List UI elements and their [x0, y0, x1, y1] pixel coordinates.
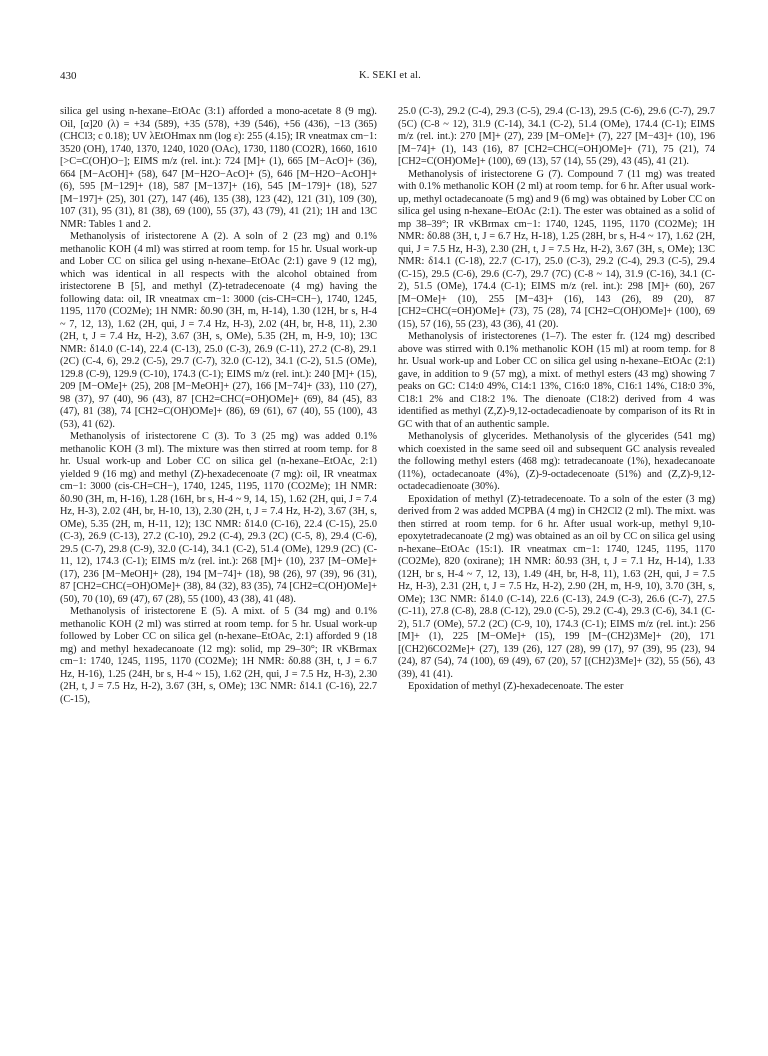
paragraph: Methanolysis of iristectorene A (2). A soln of 2 (23 mg) and 0.1% methanolic KOH (4 ml) was stirred at room temp. for 15 hr. Usual work-up and Lober CC on silica gel using n-hexane–EtOAc (2:1) gave 9 (12 mg), which was identical in all respects with the alcohol obtained from iristectorene B [5], and methyl (Z)-tetradecenoate (4 mg) having the following data: oil, IR νneatmax cm−1: 3000 (cis-CH=CH−), 1740, 1245, 1195, 1170 (CO2Me); 1H NMR: δ0.90 (3H, m, H-14), 1.30 (12H, br s, H-4 ~ 7, 12, 13), 1.62 (2H, qui, J = 7.4 Hz, H-3), 2.02 (4H, br, H-8, 11), 2.30 (2H, t, J = 7.4 Hz, H-2), 3.67 (3H, s, OMe), 5.35 (2H, m, H-9, 10); 13C NMR: δ14.0 (C-14), 22.4 (C-13), 25.0 (C-3), 26.9 (C-11), 27.2 (C-8), 29.1 (2C) (C-4, 6), 29.2 (C-5), 29.7 (C-7), 32.0 (C-12), 34.1 (C-2), 51.5 (OMe), 129.8 (C-9), 129.9 (C-10), 174.3 (C-1); EIMS m/z (rel. int.): 240 [M]+ (15), 209 [M−OMe]+ (25), 208 [M−MeOH]+ (27), 166 [M−74]+ (33), 110 (27), 98 (37), 97 (40), 96 (43), 87 [CH2=CHC(=OH)OMe]+ (69), 84 (45), 83 (47), 81 (38), 74 [CH2=C(OH)OMe]+ (86), 69 (61), 67 (40), 55 (100), 43 (53), 41 (62). [60, 231, 377, 430]
paragraph: Epoxidation of methyl (Z)-hexadecenoate. The ester [408, 681, 624, 692]
paragraph: Methanolysis of iristectorenes (1–7). The ester fr. (124 mg) described above was stirred with 0.1% methanolic KOH (15 ml) at room temp. for 8 hr. Usual work-up and Lober CC on silica gel using n-hexane–EtOAc (2:1) gave, in addition to 9 (57 mg), a mixt. of methyl esters (43 mg) showing 7 peaks on GC: C14:0 49%, C14:1 13%, C16:0 18%, C16:1 14%, C18:0 3%, C18:1 2% and C18:2 1%. The dienoate (C18:2) derived from 4 was identified as methyl (Z,Z)-9,12-octadecadienoate by comparison of its Rt in GC with that of an authentic sample. [398, 331, 715, 430]
running-head: K. SEKI et al. [359, 70, 421, 81]
paragraph: Epoxidation of methyl (Z)-tetradecenoate. To a soln of the ester (3 mg) derived from 2 was added MCPBA (4 mg) in CH2Cl2 (2 ml). The mixt. was then stirred at room temp. for 6 hr. After usual work-up, methyl 9,10-epoxytetradecanoate (2 mg) was obtained as an oil by CC on silica gel using n-hexane–EtOAc (15:1). IR νneatmax cm−1: 1740, 1245, 1195, 1170 (CO2Me), 820 (oxirane); 1H NMR: δ0.93 (3H, t, J = 7.1 Hz, H-14), 1.33 (12H, br s, H-4 ~ 7, 12, 13), 1.49 (4H, br, H-8, 11), 1.63 (2H, qui, J = 7.5 Hz, H-3), 2.31 (2H, t, J = 7.5 Hz, H-2), 2.90 (2H, m, H-9, 10), 3.70 (3H, s, OMe); 13C NMR: δ14.0 (C-14), 22.6 (C-13), 24.9 (C-3), 26.6 (C-7), 27.5 (C-11), 27.8 (C-8), 28.8 (C-12), 29.0 (C-5), 29.2 (C-4), 29.3 (C-6), 34.1 (C-2), 51.7 (OMe), 57.2 (2C) (C-9, 10), 174.3 (C-1); EIMS m/z (rel. int.): 256 [M]+ (1), 225 [M−OMe]+ (15), 199 [M−(CH2)3Me]+ (20), 171 [(CH2)6CO2Me]+ (27), 139 (26), 127 (28), 99 (17), 97 (39), 95 (23), 94 (24), 87 (54), 74 (100), 69 (49), 67 (20), 57 [(CH2)3Me]+ (32), 55 (56), 43 (39), 41 (41). [398, 493, 715, 680]
left-column [60, 106, 377, 706]
paragraph: Methanolysis of iristectorene E (5). A mixt. of 5 (34 mg) and 0.1% methanolic KOH (2 ml) was stirred at room temp. for 5 hr. Usual work-up followed by Lober CC on silica gel (n-hexane–EtOAc, 2:1) afforded 9 (18 mg) and methyl hexadecanoate (12 mg): solid, mp 29–30°; IR νKBrmax cm−1: 1740, 1245, 1195, 1170 (CO2Me); 1H NMR: δ0.88 (3H, t, J = 6.7 Hz, H-16), 1.25 (24H, br s, H-4 ~ 15), 1.62 (2H, qui, J = 7.5 Hz, H-3), 2.30 (2H, t, J = 7.5 Hz, H-2), 3.67 (3H, s, OMe); 13C NMR: δ14.1 (C-16), 22.7 (C-15), [60, 606, 377, 705]
paragraph: 25.0 (C-3), 29.2 (C-4), 29.3 (C-5), 29.4 (C-13), 29.5 (C-6), 29.6 (C-7), 29.7 (5C) (C-8 ~ 12), 31.9 (C-14), 34.1 (C-2), 51.4 (OMe), 174.4 (C-1); EIMS m/z (rel. int.): 270 [M]+ (27), 239 [M−OMe]+ (7), 227 [M−43]+ (10), 196 [M−74]+ (1), 143 (16), 87 [CH2=CHC(=OH)OMe]+ (71), 75 (21), 74 [CH2=C(OH)OMe]+ (100), 69 (13), 57 (14), 55 (29), 43 (45), 41 (21). [398, 106, 715, 167]
paragraph: Methanolysis of iristectorene C (3). To 3 (25 mg) was added 0.1% methanolic KOH (3 ml). The mixture was then stirred at room temp. for 8 hr. Usual work-up and Lober CC on silica gel (n-hexane–EtOAc, 2:1) yielded 9 (16 mg) and methyl (Z)-hexadecenoate (7 mg): oil, IR νneatmax cm−1: 3000 (cis-CH=CH−), 1740, 1245, 1195, 1170 (CO2Me); 1H NMR: δ0.90 (3H, m, H-16), 1.28 (16H, br s, H-4 ~ 9, 14, 15), 1.62 (2H, qui, J = 7.4 Hz, H-3), 2.02 (4H, br, H-10, 13), 2.30 (2H, t, J = 7.4 Hz, H-2), 3.67 (3H, s, OMe), 5.35 (2H, m, H-11, 12); 13C NMR: δ14.0 (C-16), 22.4 (C-15), 25.0 (C-3), 26.9 (C-13), 27.2 (C-10), 29.2 (C-4), 29.3 (2C) (C-5, 8), 29.4 (C-6), 29.5 (C-7), 29.8 (C-9), 32.0 (C-14), 34.1 (C-2), 51.4 (OMe), 129.9 (2C) (C-11, 12), 174.3 (C-1); EIMS m/z (rel. int.): 268 [M]+ (10), 237 [M−OMe]+ (17), 236 [M−MeOH]+ (28), 194 [M−74]+ (18), 98 (26), 97 (39), 96 (31), 87 [CH2=CHC(=OH)OMe]+ (38), 84 (32), 83 (35), 74 [CH2=C(OH)OMe]+ (50), 70 (10), 69 (47), 67 (28), 55 (100), 43 (38), 41 (48). [60, 431, 377, 605]
right-column [398, 106, 715, 694]
page-number: 430 [60, 70, 77, 82]
paragraph: Methanolysis of glycerides. Methanolysis of the glycerides (541 mg) which coexisted in the same seed oil and subsequent GC analysis revealed the following methyl esters (468 mg): tetradecanoate (1%), hexadecanoate (11%), octadecanoate (4%), (Z)-9-octadecenoate (51%) and (Z,Z)-9,12-octadecadienoate (30%). [398, 431, 715, 492]
paragraph: Methanolysis of iristectorene G (7). Compound 7 (11 mg) was treated with 0.1% methanolic KOH (2 ml) at room temp. for 6 hr. After usual work-up, methyl octadecanoate (5 mg) and 9 (6 mg) was obtained by Lober CC on silica gel using n-hexane–EtOAc (2:1). The ester was obtained as a solid of mp 38–39°; IR νKBrmax cm−1: 1740, 1245, 1195, 1170 (CO2Me); 1H NMR: δ0.88 (3H, t, J = 6.7 Hz, H-18), 1.25 (28H, br s, H-4 ~ 17), 1.62 (2H, qui, J = 7.5 Hz, H-3), 2.30 (2H, t, J = 7.5 Hz, H-2), 3.67 (3H, s, OMe); 13C NMR: δ14.1 (C-18), 22.7 (C-17), 25.0 (C-3), 29.2 (C-4), 29.3 (C-5), 29.4 (C-15), 29.5 (C-6), 29.6 (C-7), 29.7 (7C) (C-8 ~ 14), 31.9 (C-16), 34.1 (C-2), 51.5 (OMe), 174.4 (C-1); EIMS m/z (rel. int.): 298 [M]+ (60), 267 [M−OMe]+ (10), 255 [M−43]+ (16), 143 (26), 89 (20), 87 [CH2=CHC(=OH)OMe]+ (73), 75 (28), 74 [CH2=C(OH)OMe]+ (100), 69 (15), 57 (16), 55 (23), 43 (36), 41 (20). [398, 168, 715, 330]
paragraph: silica gel using n-hexane–EtOAc (3:1) afforded a mono-acetate 8 (9 mg). Oil, [α]20 (λ) = +34 (589), +35 (578), +39 (546), +56 (436), −13 (365) (CHCl3; c 0.18); UV λEtOHmax nm (log ε): 255 (4.15); IR νneatmax cm−1: 3520 (OH), 1740, 1370, 1240, 1020 (OAc), 1730, 1180 (CO2R), 1660, 1610 [>C=C(OH)O−]; EIMS m/z (rel. int.): 724 [M]+ (1), 665 [M−AcO]+ (36), 664 [M−AcOH]+ (58), 647 [M−H2O−AcO]+ (5), 646 [M−H2O−AcOH]+ (6), 595 [M−129]+ (18), 587 [M−137]+ (16), 545 [M−179]+ (18), 527 [M−197]+ (25), 301 (27), 147 (46), 135 (38), 123 (42), 121 (31), 109 (30), 107 (31), 95 (31), 81 (38), 69 (100), 55 (37), 43 (79), 41 (21); 1H and 13C NMR: Tables 1 and 2. [60, 106, 377, 230]
page-header [60, 70, 720, 88]
